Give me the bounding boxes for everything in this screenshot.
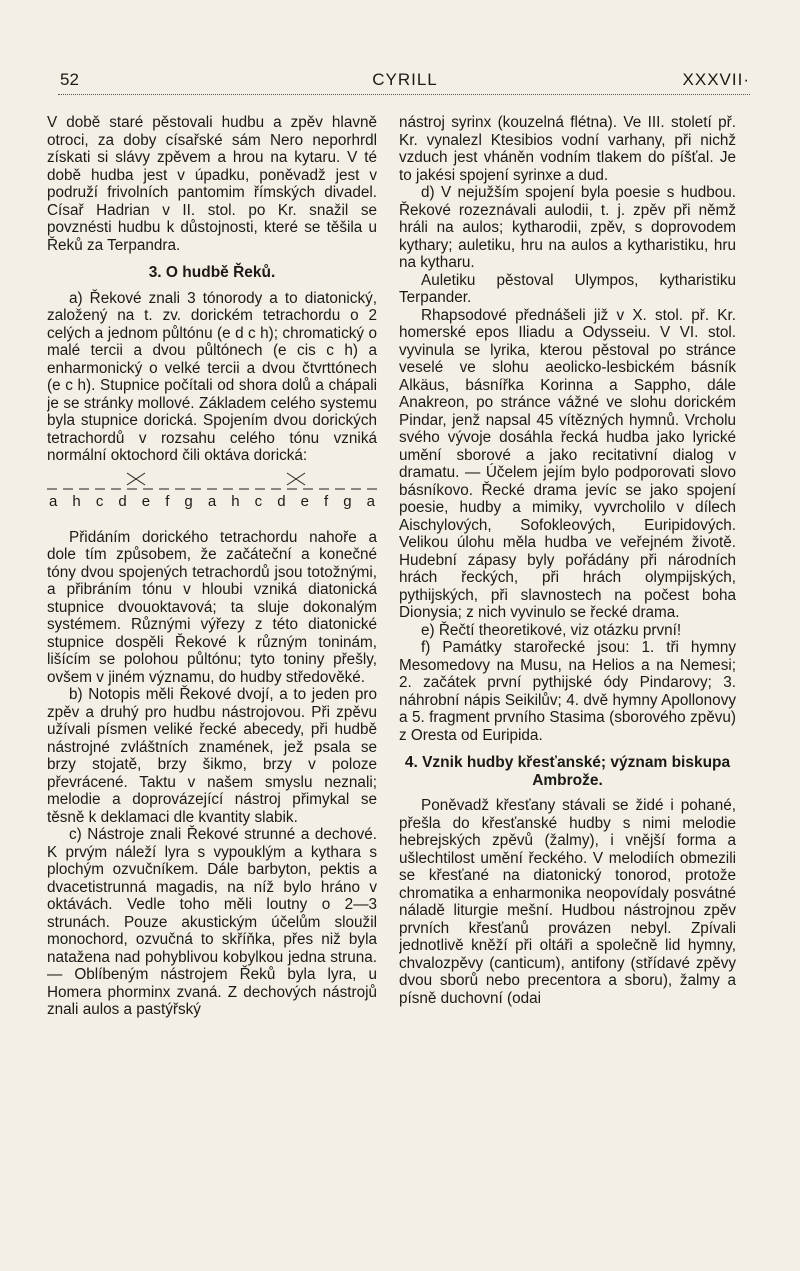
right-column [399,114,736,1264]
note: g [184,492,193,510]
paragraph-poesie: d) V nejužším spojení byla poesie s hudbou. Řekové rozeznávali aulodii, t. j. zpěv při němž hráli na aulos; kytharodii, zpěv, s doprovodem kythary; auletiku, hru na aulos a kytharistiku, hru na kytharu. [399,184,736,271]
paragraph-syrinx: nástroj syrinx (kouzelná flétna). Ve III. století př. Kr. vynalezl Ktesibios vodní varhany, při nichž vzduch jest vháněn vodním tlakem do píšťal. Je to jakési spojení syrinxe a dud. [399,114,736,184]
paragraph-theoretikove: e) Řečtí theoretikové, viz otázku první! [421,621,682,639]
paragraph-rhapsodove: Rhapsodové přednášeli již v X. stol. př. Kr. homerské epos Iliadu a Odysseiu. V VI. stol. vyvinula se lyrika, kterou pěstoval po stránce veselé ve slohu aeolicko-lesbickém básník Alkäus, básnířka Korinna a Sappho, dále Anakreon, po stránce vážné ve slohu dorickém Pindar, jenž napsal 45 vítězných hymnů. Vrcholu svého vývoje dosáhla řecká hudba jako lyrické umění sborové a jako recitativní dialog v dramatu. — Účelem jejím bylo podporovati slovo básníkovo. Řecké drama jevíc se jako spojení poesie, hudby a mimiky, vyvrcholilo v dílech Aischylových, Sofokleových, Euripidových. Velikou úlohu měla hudba ve veřejném životě. Hudební zápasy byly pořádány při národních hrách řeckých, při hrách olympijských, pythijských, při slavnostech na počest boha Dionysia; z nich vyvinulo se řecké drama. [399,306,736,621]
page-number: 52 [60,70,79,89]
note: g [343,492,352,510]
header-rule [58,94,750,95]
note: c [254,492,263,510]
note: h [72,492,81,510]
running-title: CYRILL [372,70,438,89]
note: h [231,492,240,510]
note: a [49,492,58,510]
paragraph-notopis: b) Notopis měli Řekové dvojí, a to jeden pro zpěv a druhý pro hudbu nástrojovou. Při zpěvu užívali písmen veliké řecké abecedy, při hudbě nástrojné zvláštních znamének, jež psala se brzy stojatě, brzy šikmo, brzy v poloze převrácené. Taktu v našem smyslu neznali; melodie a doprovázející nástroj přimykal se těsně k deklamaci dle kvantity slabik. [47,686,377,826]
paragraph-pamatky: f) Památky starořecké jsou: 1. tři hymny Mesomedovy na Musu, na Helios a na Nemesi; 2. začátek první pythijské ódy Pindarovy; 3. náhrobní nápis Seikilův; 4. dvě hymny Apollonovy a 5. fragment prvního Stasima (sborového zpěvu) z Oresta od Euripida. [399,639,736,744]
note: d [277,492,286,510]
paragraph-pridanim: Přidáním dorického tetrachordu nahoře a dole tím způsobem, že začáteční a konečné tóny dvou spojených tetrachordů jsou totožnými, a přibráním tónu v hloubi vzniká diatonická stupnice dvouoktavová; ta sluje dokonalým systémem. Různými výřezy z této diatonické stupnice dospěli Řekové k různým toninám, lišícím se polohou půltónu; tyto toniny přešly, ovšem v jiném významu, do hudby středověké. [47,528,377,686]
paragraph-auletika: Auletiku pěstoval Ulympos, kytharistiku Terpander. [399,271,736,306]
section-heading-3: 3. O hudbě Řeků. [148,264,276,281]
paragraph-nastroje: c) Nástroje znali Řekové strunné a dechové. K prvým náleží lyra s vypouklým a kythara s plochým ozvučníkem. Dále barbyton, pektis a dvacetistrunná magadis, na níž bylo hráno v oktávách. Vedle toho měli loutny o 2—3 strunách. Pouze akustickým účelům sloužil monochord, ozvučná to skříňka, přes niž byla natažena nad pohyblivou kobylkou jedna struna. — Oblíbeným nástrojem Řeků byla lyra, u Homera phorminx zvaná. Z dechových nástrojů znali aulos a pastýřský [47,826,377,1018]
page-header [60,64,750,94]
paragraph-intro: V době staré pěstovali hudbu a zpěv hlavně otroci, za doby císařské sám Nero neporhrdl získati si slávy zpěvem a hrou na kytaru. V té době hudba jest v úpadku, poněvadž jest v podruží frivolních pantomim římských divadel. Císař Hadrian v II. stol. po Kr. snažil se povznésti hudbu k důstojnosti, které se těšila u Řeků za Terpandra. [47,114,377,254]
note-names [47,493,377,511]
paragraph-tonorody: a) Řekové znali 3 tónorody a to diatonický, založený na t. zv. dorickém tetrachordu o 2 celých a jednom půltónu (e d c h); chromatický o malé tercii a dvou půltónech (e cis c h) a enharmonický o velké tercii a dvou čtvrttónech (e c h). Stupnice počítali od shora dolů a chápali je se stránky mollové. Základem celého systemu byla stupnice dorická. Spojením dvou dorických tetrachordů v rozsahu celého tónu vzniká normální oktochord čili oktáva dorická: [47,289,377,464]
note: f [324,492,329,510]
note: e [141,492,151,510]
note: d [118,492,127,510]
section-heading-4: 4. Vznik hudby křesťanské; význam biskupa Ambrože. [404,754,731,789]
note: f [165,492,170,510]
volume-number: XXXVII· [682,70,750,89]
musical-notation [47,469,377,523]
note: c [95,492,104,510]
paragraph-krestane: Poněvadž křesťany stávali se židé i pohané, přešla do křesťanské hudby s nimi melodie hebrejských zpěvů (žalmy), i vnější forma a ušlechtilost umění řeckého. V melodiích obmezili se křesťané na diatonický tonorod, protože chromatika a enharmonika neopovídaly posvátné náladě liturgie mešní. Hudbou nástrojnou zpěv prvních křesťanů provázen nebyl. Zpívali jednotlivě kněží při oltáři a společně lid hymny, chvalozpěvy (canticum), antifony (střídavé zpěvy dvou sborů nebo precentora a sboru), žalmy a písně duchovní (odai [399,797,736,1007]
note: a [366,492,375,510]
note: a [207,492,217,510]
left-column [47,114,377,1264]
note: e [300,492,309,510]
